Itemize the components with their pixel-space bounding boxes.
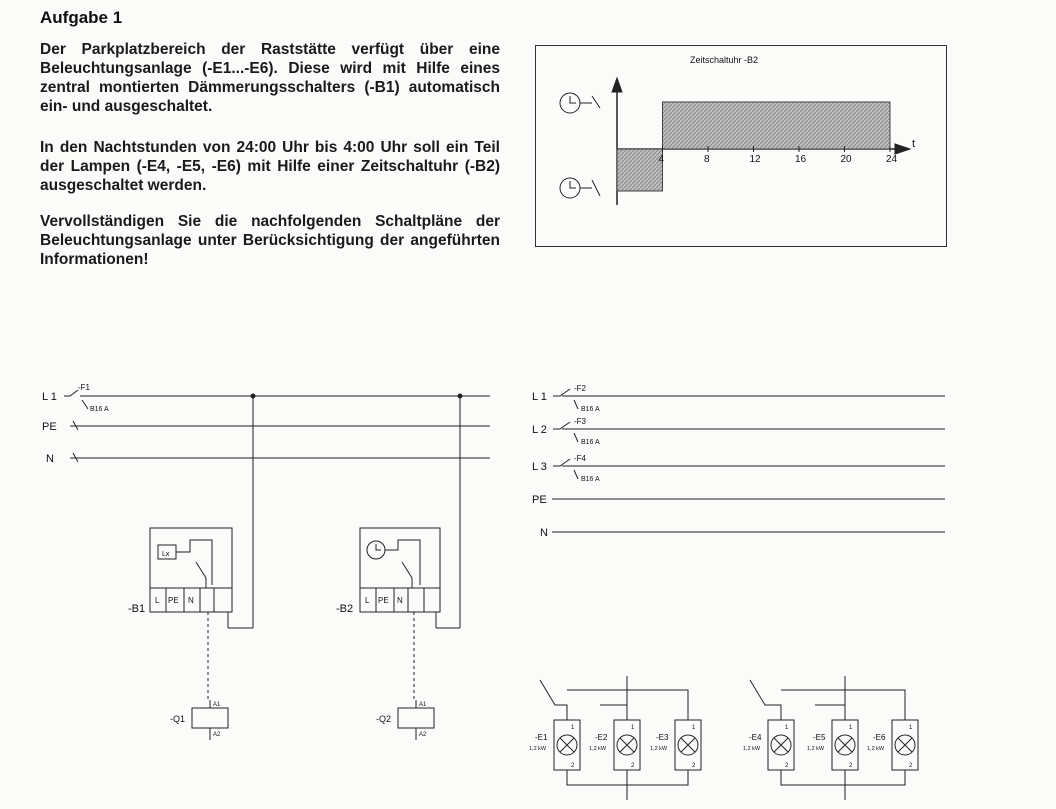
rail-label-l1: L 1 <box>42 391 57 403</box>
lamp-terminal-bottom: 2 <box>692 763 696 769</box>
task-paragraph-1: Der Parkplatzbereich der Raststätte verfügt über eine Beleuchtungsanlage (-E1...-E6). Diese wird mit Hilfe eines zentral montierten Dämmerungsschalters (-B1) automatisch ein- und ausgeschaltet. <box>40 41 500 115</box>
lamp-terminal-bottom: 2 <box>571 763 575 769</box>
lamp-power: 1,2 kW <box>743 746 761 752</box>
rail-label-n: N <box>46 453 54 465</box>
b1-label: -B1 <box>128 603 146 615</box>
lamp-label: -E3 <box>656 733 669 742</box>
lamp-label: -E6 <box>873 733 886 742</box>
q1-label: -Q1 <box>170 714 186 724</box>
q2-a1: A1 <box>419 702 427 708</box>
lamp-terminal-bottom: 2 <box>849 763 853 769</box>
b1-terminal-n: N <box>188 596 194 605</box>
timer-chart-x-axis-label: t <box>912 138 916 150</box>
rail-label-l3-right: L 3 <box>532 461 547 473</box>
rail-label-l2-right: L 2 <box>532 424 547 436</box>
lamp-power: 1,2 kW <box>529 746 547 752</box>
lamp-terminal-top: 1 <box>692 725 696 731</box>
lamp-power: 1,2 kW <box>867 746 885 752</box>
fuse-f2-rating: B16 A <box>581 406 600 413</box>
lamp-terminal-bottom: 2 <box>785 763 789 769</box>
lamp-power: 1,2 kW <box>650 746 668 752</box>
b2-terminal-pe: PE <box>378 596 389 605</box>
contactor-q2 <box>398 708 434 728</box>
lamp-power: 1,2 kW <box>807 746 825 752</box>
task-paragraph-2: In den Nachtstunden von 24:00 Uhr bis 4:00 Uhr soll ein Teil der Lampen (-E4, -E5, -E6) mit Hilfe einer Zeitschaltuhr (-B2) ausgeschaltet werden. <box>40 139 500 194</box>
timer-tick-label: 20 <box>840 154 852 165</box>
b2-terminal-n: N <box>397 596 403 605</box>
q1-a2: A2 <box>213 732 221 738</box>
lamp-terminal-top: 1 <box>909 725 913 731</box>
rail-label-l1-right: L 1 <box>532 391 547 403</box>
timer-tick-label: 8 <box>704 154 710 165</box>
fuse-f1-label: -F1 <box>78 383 90 392</box>
fuse-f4-rating: B16 A <box>581 476 600 483</box>
task-title: Aufgabe 1 <box>40 8 123 27</box>
task-paragraph-3: Vervollständigen Sie die nachfolgenden Schaltpläne der Beleuchtungsanlage unter Berücksichtigung der angeführten Informationen! <box>40 213 500 268</box>
q2-a2: A2 <box>419 732 427 738</box>
lamp-label: -E4 <box>749 733 762 742</box>
lamp-label: -E1 <box>535 733 548 742</box>
lamp-terminal-top: 1 <box>571 725 575 731</box>
right-circuit <box>552 389 945 532</box>
fuse-f3-label: -F3 <box>574 417 586 426</box>
lx-sensor-label: Lx <box>162 551 170 558</box>
lamp-terminal-bottom: 2 <box>909 763 913 769</box>
rail-label-pe-right: PE <box>532 494 547 506</box>
fuse-f3-rating: B16 A <box>581 439 600 446</box>
rail-label-pe: PE <box>42 421 57 433</box>
q1-a1: A1 <box>213 702 221 708</box>
b2-label: -B2 <box>336 603 354 615</box>
lamp-power: 1,2 kW <box>589 746 607 752</box>
q2-label: -Q2 <box>376 714 392 724</box>
lamp-group <box>529 720 918 770</box>
timer-on-bar <box>663 102 891 149</box>
timer-tick-label: 4 <box>658 154 665 165</box>
timer-chart-title: Zeitschaltuhr -B2 <box>690 55 759 65</box>
fuse-f2-label: -F2 <box>574 384 586 393</box>
timer-tick-label: 16 <box>795 154 807 165</box>
fuse-f1-rating: B16 A <box>90 406 109 413</box>
rail-label-n-right: N <box>540 527 548 539</box>
timer-tick-label: 24 <box>886 154 898 165</box>
lamp-label: -E5 <box>813 733 826 742</box>
lamp-label: -E2 <box>595 733 608 742</box>
fuse-f4-label: -F4 <box>574 454 586 463</box>
timer-tick-label: 12 <box>749 154 761 165</box>
lamp-terminal-top: 1 <box>849 725 853 731</box>
b2-terminal-l: L <box>365 596 370 605</box>
b1-terminal-pe: PE <box>168 596 179 605</box>
lamp-terminal-top: 1 <box>631 725 635 731</box>
left-circuit <box>64 390 490 740</box>
b1-terminal-l: L <box>155 596 160 605</box>
lamp-terminal-bottom: 2 <box>631 763 635 769</box>
lamp-terminal-top: 1 <box>785 725 789 731</box>
contactor-q1 <box>192 708 228 728</box>
timer-off-bar <box>617 149 663 191</box>
